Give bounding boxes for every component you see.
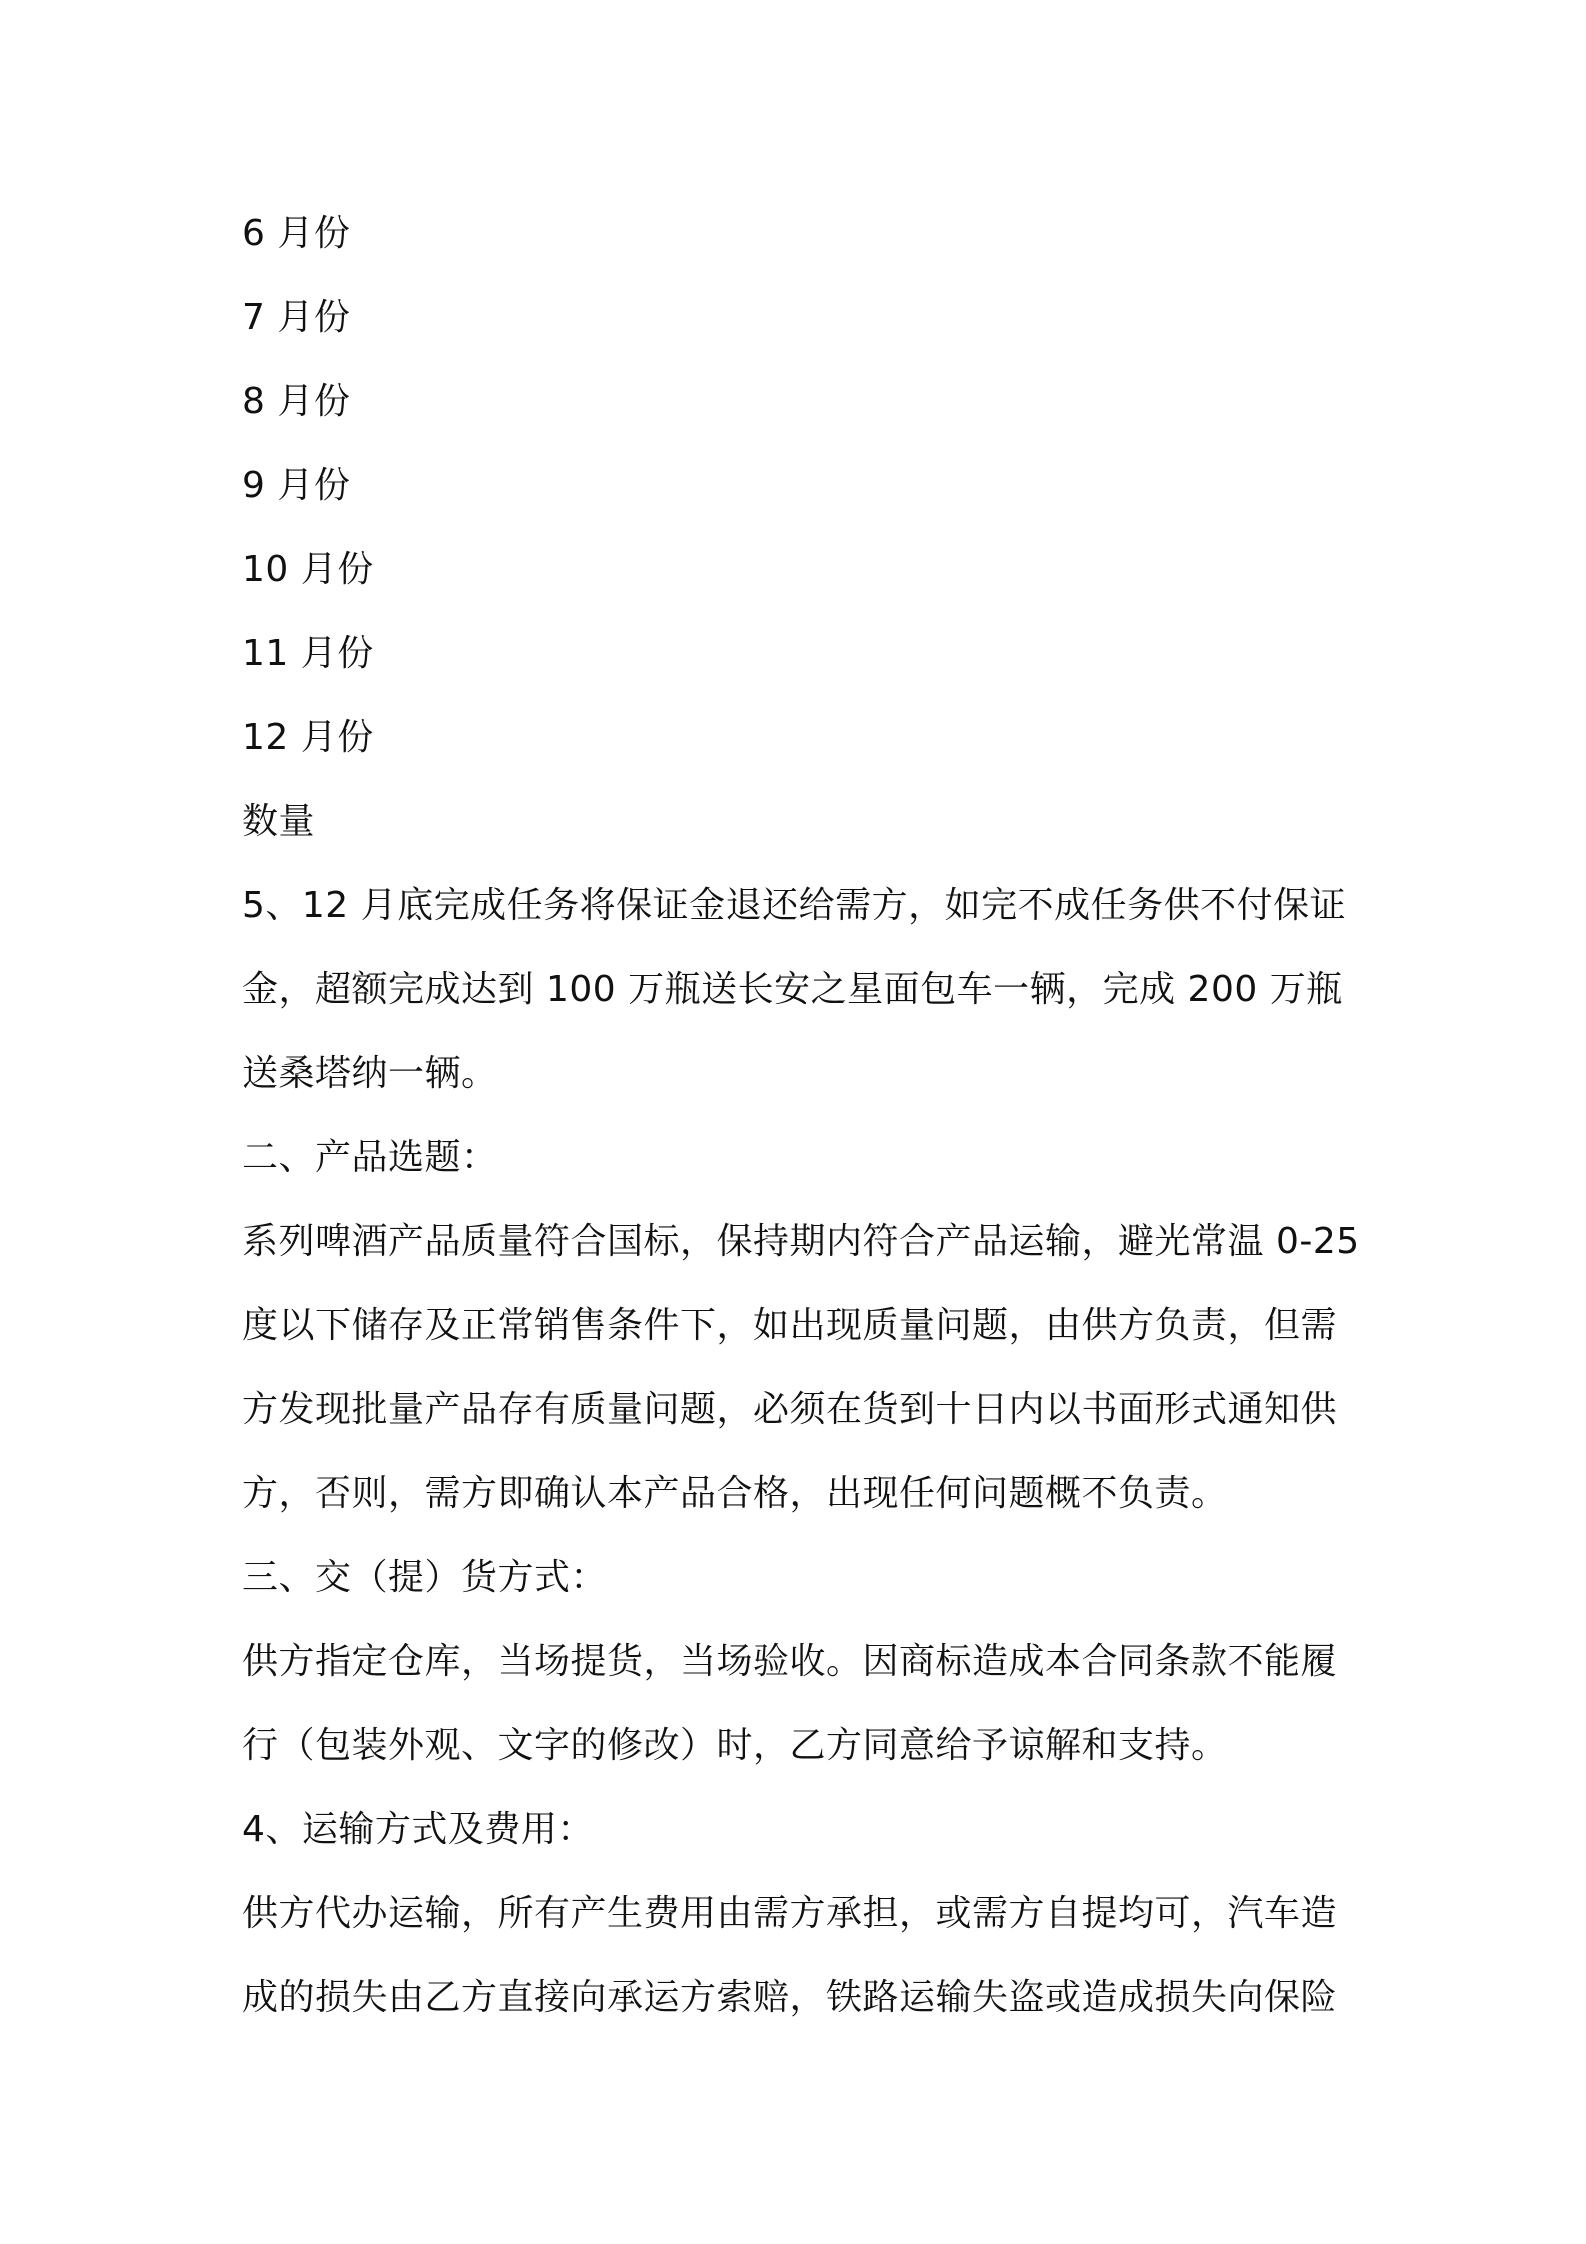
section2-line: 方发现批量产品存有质量问题，必须在货到十日内以书面形式通知供 [242, 1389, 1338, 1430]
section3-line: 供方指定仓库，当场提货，当场验收。因商标造成本合同条款不能履 [242, 1641, 1338, 1682]
month-line: 10 月份 [242, 549, 374, 590]
clause5-line: 送桑塔纳一辆。 [242, 1053, 498, 1094]
clause5-line: 金，超额完成达到 100 万瓶送长安之星面包车一辆，完成 200 万瓶 [242, 969, 1343, 1010]
section2-line: 方，否则，需方即确认本产品合格，出现任何问题概不负责。 [242, 1473, 1228, 1514]
quantity-label: 数量 [242, 801, 316, 842]
section4-line: 成的损失由乙方直接向承运方索赔，铁路运输失盗或造成损失向保险 [242, 1977, 1338, 2018]
section3-line: 行（包装外观、文字的修改）时，乙方同意给予谅解和支持。 [242, 1725, 1228, 1766]
section4-line: 供方代办运输，所有产生费用由需方承担，或需方自提均可，汽车造 [242, 1893, 1338, 1934]
month-line: 11 月份 [242, 633, 374, 674]
month-line: 9 月份 [242, 465, 351, 506]
document-body [242, 192, 1360, 2040]
month-line: 8 月份 [242, 381, 351, 422]
month-line: 6 月份 [242, 213, 351, 254]
section3-heading: 三、交（提）货方式： [242, 1557, 608, 1598]
clause5-line: 5、12 月底完成任务将保证金退还给需方，如完不成任务供不付保证 [242, 885, 1347, 926]
month-line: 12 月份 [242, 717, 374, 758]
month-line: 7 月份 [242, 297, 351, 338]
section2-heading: 二、产品选题： [242, 1137, 498, 1178]
section2-line: 度以下储存及正常销售条件下，如出现质量问题，由供方负责，但需 [242, 1305, 1338, 1346]
section4-heading: 4、运输方式及费用： [242, 1809, 594, 1850]
section2-line: 系列啤酒产品质量符合国标，保持期内符合产品运输，避光常温 0-25 [242, 1221, 1360, 1262]
